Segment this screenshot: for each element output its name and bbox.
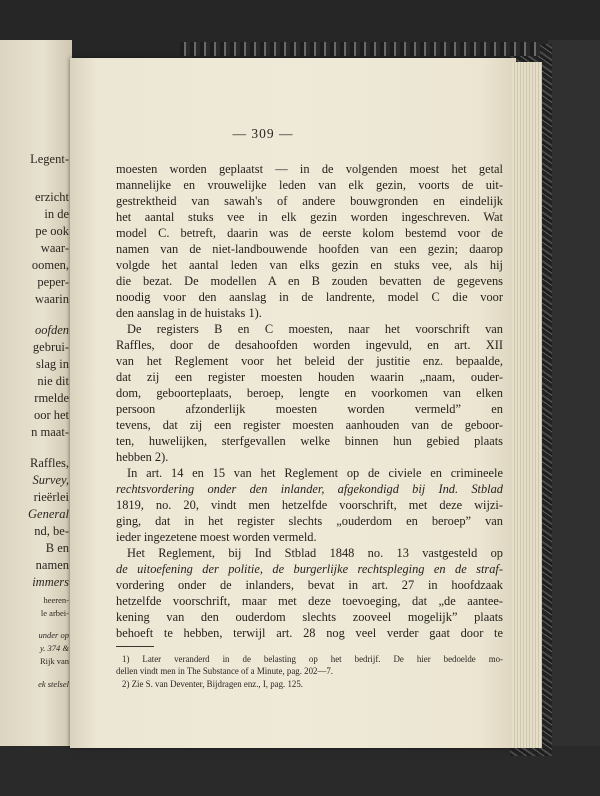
left-page-fragment: immers (32, 575, 69, 589)
left-page-fragment: y. 374 & (39, 643, 69, 653)
text-line: namen van de niet-landbouwende hoofden van een gezin; daarop (116, 242, 503, 256)
left-page-fragment: in de (44, 207, 69, 221)
footnote-rule (116, 646, 154, 647)
left-page-fragment: namen (35, 558, 69, 572)
text-line: De registers B en C moesten, naar het voorschrift van (127, 322, 503, 336)
left-page-fragment: ek stelsel (38, 679, 69, 689)
text-line: gestrektheid van sawah's of andere bouwgronden en eindelijk (116, 194, 503, 208)
page-stack-edge (512, 62, 542, 748)
left-page-fragment: gebrui- (32, 340, 69, 354)
text-line: volgde het aantal leden van elks gezin en stuks vee, als hij (116, 258, 503, 272)
text-line: die bezat. De modellen A en B zouden bevatten de gegevens (116, 274, 503, 288)
left-page-fragment: under op (38, 630, 69, 640)
left-page-fragment: le arbei- (40, 608, 69, 618)
text-line: model C. betreft, daarin was de eerste kolom bestemd voor de (116, 226, 503, 240)
text-line: tevens, dat zij een register moesten aanhouden van de geboor- (116, 418, 503, 432)
text-line: den aanslag in de huistaks 1). (116, 306, 262, 320)
text-line: persoon afzonderlijk moesten worden vermeld” en (116, 402, 503, 416)
text-line: moesten worden geplaatst — in de volgenden moest het getal (116, 162, 503, 176)
text-line: dat zij een register moesten houden waarin „naam, ouder- (116, 370, 503, 384)
text-line: ten, huwelijken, sterfgevallen welke binnen hun gebied plaats (116, 434, 503, 448)
text-line: de uitoefening der politie, de burgerlijke rechtspleging en de straf- (116, 562, 503, 576)
text-line: ging, dat in het register slechts „ouderdom en beroep” van (116, 514, 503, 528)
left-page-fragment: oor het (33, 408, 69, 422)
text-line: kening van den ouderdom slechts zooveel mogelijk” plaats (116, 610, 503, 624)
text-line: rechtsvordering onder den inlander, afgekondigd bij Ind. Stblad (116, 482, 503, 496)
left-page-fragment: nie dit (37, 374, 69, 388)
text-line: hebben 2). (116, 450, 169, 464)
text-line: Raffles, door de desahoofden worden ingevuld, en art. XII (116, 338, 503, 352)
book-top-edge (180, 42, 540, 56)
left-page-fragment: Raffles, (30, 456, 69, 470)
footnote: 1) Later veranderd in de belasting op het bedrijf. De hier bedoelde mo- (122, 654, 503, 664)
text-line: Het Reglement, bij Ind Stblad 1848 no. 13 vastgesteld op (127, 546, 503, 560)
text-line: 1819, no. 20, vindt men hetzelfde voorschrift, met deze wijzi- (116, 498, 503, 512)
left-page-fragment: General (28, 507, 69, 521)
text-line: ieder ingezetene moest worden vermeld. (116, 530, 317, 544)
text-line: behoeft te hebben, terwijl art. 28 nog veel verder gaat door te (116, 626, 503, 640)
text-line: dom, geboorteplaats, beroep, lengte en voorkomen van elken (116, 386, 503, 400)
left-page-fragment: rmelde (34, 391, 69, 405)
left-page-fragment: Legent- (30, 152, 69, 166)
text-line: hetzelfde voorschrift, maar met deze toevoeging, dat „de aantee- (116, 594, 503, 608)
left-page-fragment: rieërlei (33, 490, 69, 504)
scan-background-right (548, 40, 600, 760)
left-page-fragment: heeren- (43, 595, 69, 605)
left-page-fragment: oofden (34, 323, 69, 337)
left-page-fragment: erzicht (34, 190, 69, 204)
footnote: dellen vindt men in The Substance of a Minute, pag. 202—7. (116, 666, 333, 676)
left-page (0, 40, 72, 746)
left-page-fragment: waar- (40, 241, 69, 255)
text-line: mannelijke en vrouwelijke leden van elk gezin, voorts de uit- (116, 178, 503, 192)
page-number: — 309 — (232, 126, 294, 141)
left-page-fragment: waarin (34, 292, 69, 306)
footnote: 2) Zie S. van Deventer, Bijdragen enz., I, pag. 125. (122, 679, 304, 689)
left-page-fragment: peper- (37, 275, 69, 289)
text-line: het aantal stuks vee in elk gezin worden ingeschreven. Wat (116, 210, 503, 224)
left-page-fragment: n maat- (31, 425, 69, 439)
text-line: In art. 14 en 15 van het Reglement op de civiele en crimineele (127, 466, 503, 480)
left-page-fragment: pe ook (35, 224, 69, 238)
left-page-fragment: Survey, (32, 473, 69, 487)
text-line: noodig voor den aanslag in de landrente, model C die voor (116, 290, 503, 304)
left-page-fragment: oomen, (31, 258, 69, 272)
text-line: van het Reglement voor het beleid der justitie enz. bepaalde, (116, 354, 503, 368)
left-page-fragment: B en (45, 541, 69, 555)
left-page-fragment: Rijk van (39, 656, 69, 666)
left-page-fragment: slag in (36, 357, 69, 371)
left-page-fragment: nd, be- (34, 524, 69, 538)
text-line: vordering onder de inlanders, bevat in art. 27 in hoofdzaak (116, 578, 503, 592)
